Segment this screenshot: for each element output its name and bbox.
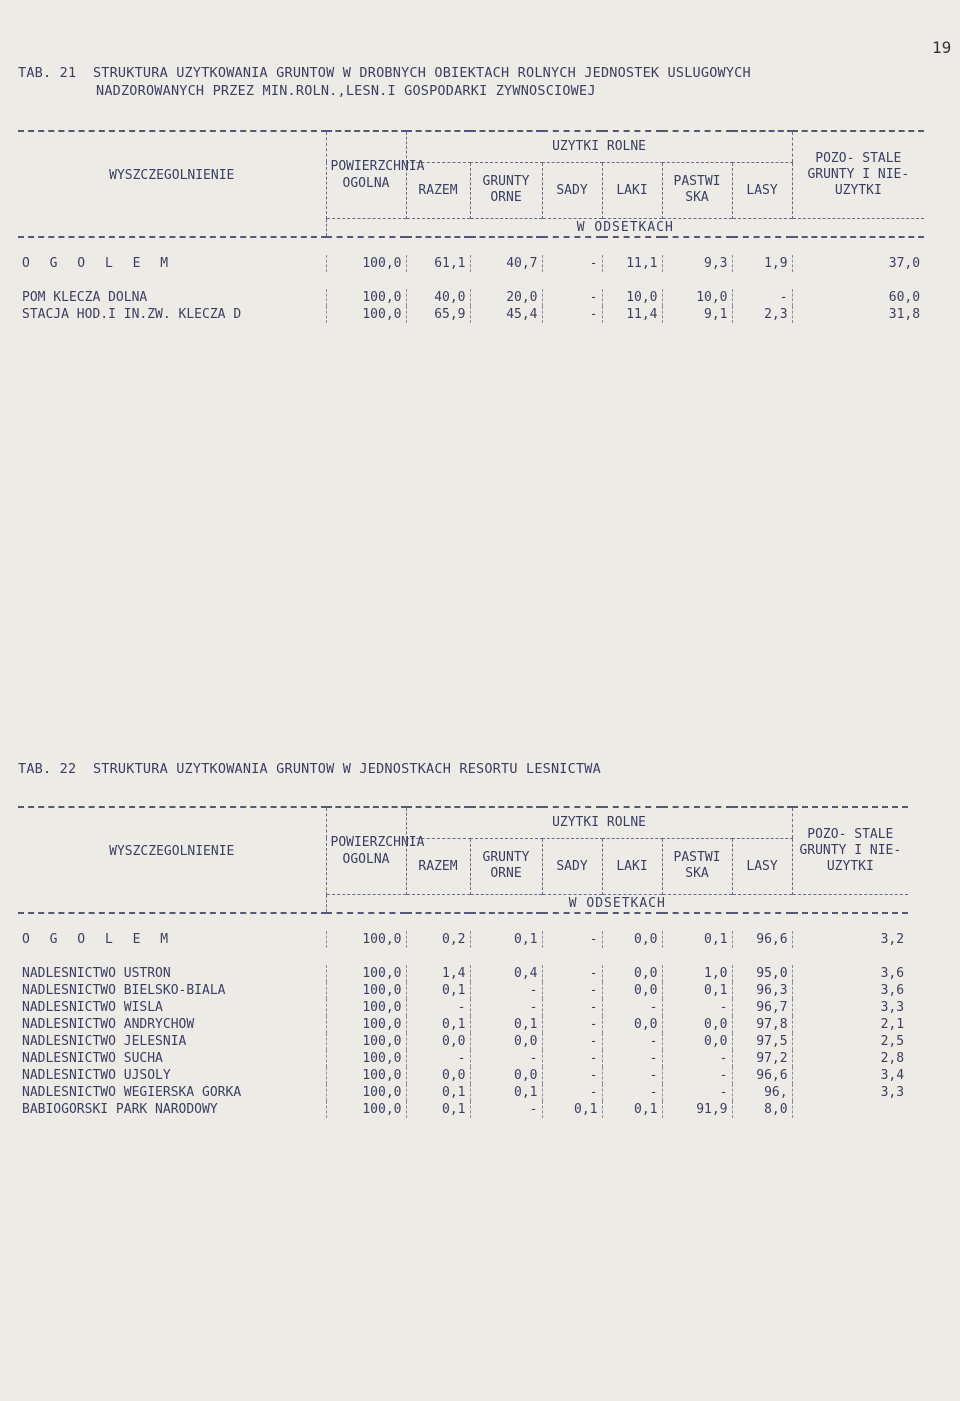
table-cell: 0,2 bbox=[406, 931, 470, 948]
table-cell: 0,1 bbox=[470, 1016, 542, 1033]
table-cell: 96,7 bbox=[732, 999, 792, 1016]
header-sady: SADY bbox=[542, 838, 602, 894]
row-label: NADLESNICTWO ANDRYCHOW bbox=[22, 1016, 195, 1032]
page-number: 19 bbox=[932, 38, 952, 57]
table-cell: 97,2 bbox=[732, 1050, 792, 1067]
table21 bbox=[18, 130, 924, 323]
table-cell bbox=[792, 1101, 908, 1118]
table-cell: 3,2 bbox=[792, 931, 908, 948]
table21-title-line2: NADZOROWANYCH PRZEZ MIN.ROLN.,LESN.I GOSPODARKI ZYWNOSCIOWEJ bbox=[96, 83, 596, 99]
table-cell: 1,4 bbox=[406, 965, 470, 982]
table-cell: 3,6 bbox=[792, 982, 908, 999]
header-area: POWIERZCHNIA OGOLNA bbox=[326, 131, 406, 218]
table-row bbox=[18, 931, 908, 948]
row-label: NADLESNICTWO JELESNIA bbox=[22, 1033, 187, 1049]
table-row bbox=[18, 306, 924, 323]
table-cell: 65,9 bbox=[406, 306, 470, 323]
table-cell: 0,1 bbox=[662, 931, 732, 948]
table-cell: 10,0 bbox=[602, 289, 662, 306]
table22-title-line1: TAB. 22 STRUKTURA UZYTKOWANIA GRUNTOW W JEDNOSTKACH RESORTU LESNICTWA bbox=[18, 761, 601, 777]
table-cell: 96, bbox=[732, 1084, 792, 1101]
table22-title bbox=[18, 760, 601, 778]
header-razem: RAZEM bbox=[406, 162, 470, 218]
table-cell: 0,1 bbox=[602, 1101, 662, 1118]
row-label: POM KLECZA DOLNA bbox=[22, 289, 148, 305]
table-cell: 100,0 bbox=[326, 1067, 406, 1084]
table-cell: 0,1 bbox=[662, 982, 732, 999]
table-cell: 96,6 bbox=[732, 1067, 792, 1084]
table-cell: 91,9 bbox=[662, 1101, 732, 1118]
table-cell: - bbox=[542, 965, 602, 982]
table-cell: - bbox=[542, 255, 602, 272]
row-label: NADLESNICTWO SUCHA bbox=[22, 1050, 163, 1066]
table-cell: - bbox=[542, 931, 602, 948]
header-lasy: LASY bbox=[732, 838, 792, 894]
row-label: O G O L E M bbox=[22, 931, 175, 947]
table-cell: 100,0 bbox=[326, 931, 406, 948]
header-unit: W ODSETKACH bbox=[326, 218, 924, 237]
table-cell: 100,0 bbox=[326, 289, 406, 306]
table-cell: 3,3 bbox=[792, 1084, 908, 1101]
table-cell: 100,0 bbox=[326, 1101, 406, 1118]
table-cell: 0,1 bbox=[470, 1084, 542, 1101]
header-razem: RAZEM bbox=[406, 838, 470, 894]
header-sady: SADY bbox=[542, 162, 602, 218]
table-cell: 1,0 bbox=[662, 965, 732, 982]
table-cell: - bbox=[542, 1016, 602, 1033]
table-cell: 0,0 bbox=[602, 982, 662, 999]
header-grunty-orne: GRUNTY ORNE bbox=[470, 838, 542, 894]
header-area: POWIERZCHNIA OGOLNA bbox=[326, 807, 406, 894]
table-cell: 0,0 bbox=[470, 1067, 542, 1084]
table-cell: 0,0 bbox=[602, 931, 662, 948]
table-cell: 8,0 bbox=[732, 1101, 792, 1118]
table-cell: - bbox=[602, 1050, 662, 1067]
table-cell: - bbox=[662, 1050, 732, 1067]
table-cell: - bbox=[602, 1067, 662, 1084]
table-cell: 3,4 bbox=[792, 1067, 908, 1084]
table-cell: 100,0 bbox=[326, 999, 406, 1016]
row-label: NADLESNICTWO WEGIERSKA GORKA bbox=[22, 1084, 242, 1100]
table-cell: 60,0 bbox=[792, 289, 924, 306]
header-laki: LAKI bbox=[602, 838, 662, 894]
table-cell: 0,0 bbox=[662, 1016, 732, 1033]
table-cell: 9,1 bbox=[662, 306, 732, 323]
table-cell: 2,1 bbox=[792, 1016, 908, 1033]
table-cell: - bbox=[602, 999, 662, 1016]
table-row bbox=[18, 289, 924, 306]
table-row bbox=[18, 965, 908, 982]
row-label: NADLESNICTWO UJSOLY bbox=[22, 1067, 171, 1083]
table-cell: 10,0 bbox=[662, 289, 732, 306]
table-cell: 2,5 bbox=[792, 1033, 908, 1050]
table-cell: - bbox=[662, 1067, 732, 1084]
table-cell: 0,0 bbox=[406, 1033, 470, 1050]
table-cell: 0,0 bbox=[470, 1033, 542, 1050]
table-row bbox=[18, 1033, 908, 1050]
table-cell: 3,6 bbox=[792, 965, 908, 982]
table-row bbox=[18, 255, 924, 272]
table-cell: - bbox=[470, 999, 542, 1016]
table-row bbox=[18, 1050, 908, 1067]
table-cell: 0,0 bbox=[602, 965, 662, 982]
header-lasy: LASY bbox=[732, 162, 792, 218]
table-cell: - bbox=[542, 1067, 602, 1084]
table-cell: 1,9 bbox=[732, 255, 792, 272]
table-cell: - bbox=[662, 1084, 732, 1101]
table-cell: - bbox=[662, 999, 732, 1016]
table-cell: 0,0 bbox=[662, 1033, 732, 1050]
table-cell: - bbox=[732, 289, 792, 306]
table-cell: 2,3 bbox=[732, 306, 792, 323]
table-cell: 0,0 bbox=[602, 1016, 662, 1033]
table-cell: 0,1 bbox=[406, 1101, 470, 1118]
table-cell: - bbox=[542, 289, 602, 306]
table-cell: - bbox=[542, 999, 602, 1016]
row-label: NADLESNICTWO BIELSKO-BIALA bbox=[22, 982, 226, 998]
table-row bbox=[18, 1067, 908, 1084]
table-cell: 100,0 bbox=[326, 255, 406, 272]
table-cell: 100,0 bbox=[326, 1033, 406, 1050]
table-cell: 0,1 bbox=[470, 931, 542, 948]
table-cell: 9,3 bbox=[662, 255, 732, 272]
header-laki: LAKI bbox=[602, 162, 662, 218]
table-cell: 20,0 bbox=[470, 289, 542, 306]
table-cell: - bbox=[406, 1050, 470, 1067]
table-row bbox=[18, 1084, 908, 1101]
table-cell: 40,7 bbox=[470, 255, 542, 272]
table-cell: 11,4 bbox=[602, 306, 662, 323]
table-cell: 0,1 bbox=[542, 1101, 602, 1118]
table-cell: 100,0 bbox=[326, 965, 406, 982]
row-label: NADLESNICTWO USTRON bbox=[22, 965, 171, 981]
table-row bbox=[18, 1101, 908, 1118]
table-cell: 100,0 bbox=[326, 1050, 406, 1067]
header-unit: W ODSETKACH bbox=[326, 894, 908, 913]
table-cell: 0,1 bbox=[406, 1084, 470, 1101]
table-cell: 0,1 bbox=[406, 1016, 470, 1033]
header-pastwiska: PASTWI SKA bbox=[662, 838, 732, 894]
table-cell: - bbox=[542, 1084, 602, 1101]
table-cell: 3,3 bbox=[792, 999, 908, 1016]
table-cell: 97,8 bbox=[732, 1016, 792, 1033]
table21-title bbox=[18, 64, 751, 100]
table-cell: - bbox=[470, 1101, 542, 1118]
table-cell: 11,1 bbox=[602, 255, 662, 272]
table21-title-line1: TAB. 21 STRUKTURA UZYTKOWANIA GRUNTOW W DROBNYCH OBIEKTACH ROLNYCH JEDNOSTEK USLUGOWYCH bbox=[18, 65, 751, 81]
table22 bbox=[18, 806, 908, 1118]
table-row bbox=[18, 999, 908, 1016]
table-cell: - bbox=[470, 1050, 542, 1067]
table-cell: - bbox=[406, 999, 470, 1016]
table-cell: 100,0 bbox=[326, 1016, 406, 1033]
row-label: BABIOGORSKI PARK NARODOWY bbox=[22, 1101, 218, 1117]
header-grunty-orne: GRUNTY ORNE bbox=[470, 162, 542, 218]
table-cell: - bbox=[470, 982, 542, 999]
table-cell: 97,5 bbox=[732, 1033, 792, 1050]
table-cell: 37,0 bbox=[792, 255, 924, 272]
table-cell: 0,1 bbox=[406, 982, 470, 999]
row-label: O G O L E M bbox=[22, 255, 175, 271]
table-cell: 95,0 bbox=[732, 965, 792, 982]
header-pozostale: POZO- STALE GRUNTY I NIE- UZYTKI bbox=[792, 131, 924, 218]
table-cell: 100,0 bbox=[326, 1084, 406, 1101]
table-cell: 40,0 bbox=[406, 289, 470, 306]
header-pastwiska: PASTWI SKA bbox=[662, 162, 732, 218]
header-spec: WYSZCZEGOLNIENIE bbox=[109, 167, 235, 183]
table-row bbox=[18, 982, 908, 999]
table-cell: 2,8 bbox=[792, 1050, 908, 1067]
header-pozostale: POZO- STALE GRUNTY I NIE- UZYTKI bbox=[792, 807, 908, 894]
header-uzytki: UZYTKI ROLNE bbox=[406, 807, 792, 838]
table-cell: - bbox=[602, 1084, 662, 1101]
table-cell: - bbox=[602, 1033, 662, 1050]
table-cell: 45,4 bbox=[470, 306, 542, 323]
header-spec: WYSZCZEGOLNIENIE bbox=[109, 843, 235, 859]
table-cell: 100,0 bbox=[326, 982, 406, 999]
table-cell: 61,1 bbox=[406, 255, 470, 272]
table-cell: - bbox=[542, 1050, 602, 1067]
row-label: NADLESNICTWO WISLA bbox=[22, 999, 163, 1015]
table-cell: - bbox=[542, 1033, 602, 1050]
header-uzytki: UZYTKI ROLNE bbox=[406, 131, 792, 162]
table-cell: 96,3 bbox=[732, 982, 792, 999]
table-row bbox=[18, 1016, 908, 1033]
table-cell: - bbox=[542, 982, 602, 999]
table-cell: 0,4 bbox=[470, 965, 542, 982]
table-cell: 100,0 bbox=[326, 306, 406, 323]
row-label: STACJA HOD.I IN.ZW. KLECZA D bbox=[22, 306, 242, 322]
table-cell: 31,8 bbox=[792, 306, 924, 323]
table-cell: 96,6 bbox=[732, 931, 792, 948]
table-cell: - bbox=[542, 306, 602, 323]
table-cell: 0,0 bbox=[406, 1067, 470, 1084]
